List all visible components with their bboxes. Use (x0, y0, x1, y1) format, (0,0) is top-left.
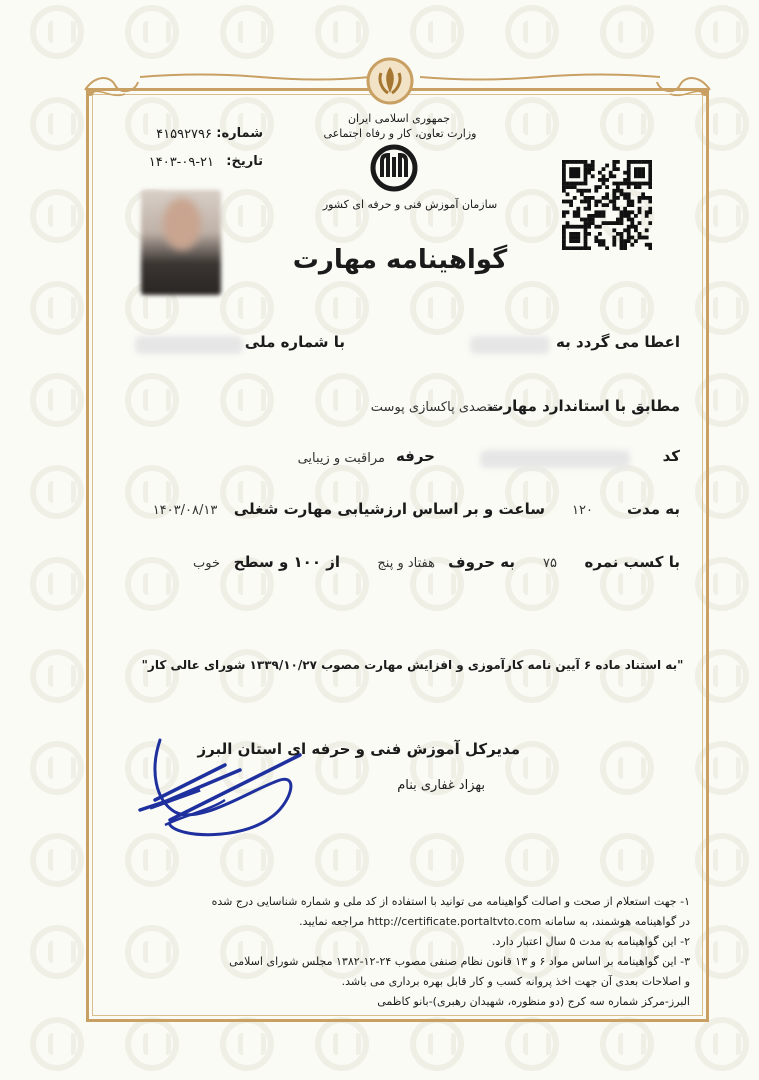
note-line-3: ۲- این گواهینامه به مدت ۵ سال اعتبار دارد. (492, 935, 690, 948)
duration-label: به مدت (627, 500, 680, 518)
issue-date: ۱۴۰۳-۰۹-۲۱ (148, 155, 214, 170)
holder-name-redacted (470, 336, 550, 354)
code-label: کد (662, 447, 680, 465)
qr-code-icon[interactable] (562, 160, 652, 250)
right-corner-ornament-icon (655, 70, 715, 110)
tvto-logo-icon (366, 143, 422, 193)
words-value: هفتاد و پنج (377, 556, 435, 571)
national-id-label: با شماره ملی (244, 333, 345, 351)
out-of-label: از ۱۰۰ و سطح (233, 553, 340, 571)
profession-value: مراقبت و زیبایی (297, 451, 385, 466)
granted-to-label: اعطا می گردد به (556, 333, 680, 351)
exam-date: ۱۴۰۳/۰۸/۱۳ (152, 503, 218, 518)
legal-reference-quote: "به استناد ماده ۶ آیین نامه کارآموزی و افزایش مهارت مصوب ۱۳۳۹/۱۰/۲۷ شورای عالی کار" (141, 658, 684, 672)
score-label: با کسب نمره (584, 553, 680, 571)
note-line-1: ۱- جهت استعلام از صحت و اصالت گواهینامه می توانید با استفاده از کد ملی و شماره شناسایی درج شده (211, 895, 690, 908)
note-line-5: و اصلاحات بعدی آن جهت اخذ پروانه کسب و کار قابل بهره برداری می باشد. (341, 975, 690, 988)
certificate-number: ۴۱۵۹۲۷۹۶ (156, 127, 212, 142)
words-label: به حروف (448, 553, 515, 571)
code-redacted (480, 450, 630, 468)
standard-label: مطابق با استاندارد مهارت (488, 397, 680, 415)
left-corner-ornament-icon (80, 70, 140, 110)
country-name: جمهوری اسلامی ایران (347, 112, 450, 125)
national-id-redacted (135, 336, 243, 354)
iran-emblem-icon (366, 57, 414, 105)
profession-label: حرفه (395, 447, 435, 465)
standard-value: متصدی پاکسازی پوست (370, 400, 498, 415)
note-line-4: ۳- این گواهینامه بر اساس مواد ۶ و ۱۳ قانون نظام صنفی مصوب ۲۴-۱۲-۱۳۸۲ مجلس شورای اسلامی (229, 955, 690, 968)
hours-label: ساعت و بر اساس ارزشیابی مهارت شغلی (233, 500, 545, 518)
signatory-title: مدیرکل آموزش فنی و حرفه ای استان البرز (197, 740, 520, 758)
footnotes (98, 892, 690, 1012)
score-value: ۷۵ (543, 556, 557, 571)
signatory-name: بهزاد غفاری بنام (397, 778, 485, 793)
note-line-2: در گواهینامه هوشمند، به سامانه http://certificate.portaltvto.com مراجعه نمایید. (299, 915, 690, 928)
duration-value: ۱۲۰ (572, 503, 593, 518)
ministry-name: وزارت تعاون، کار و رفاه اجتماعی (323, 127, 477, 140)
number-label: شماره: (216, 126, 263, 141)
note-line-6: البرز-مرکز شماره سه کرج (دو منظوره، شهیدان رهبری)-بانو کاظمی (377, 995, 690, 1008)
holder-photo-face (163, 198, 201, 250)
page-title: گواهینامه مهارت (292, 245, 508, 275)
left-border-flourish-icon (140, 72, 370, 82)
organization-name: سازمان آموزش فنی و حرفه ای کشور (322, 198, 498, 211)
date-label: تاریخ: (226, 154, 263, 169)
right-border-flourish-icon (420, 72, 660, 82)
level-value: خوب (193, 556, 220, 571)
